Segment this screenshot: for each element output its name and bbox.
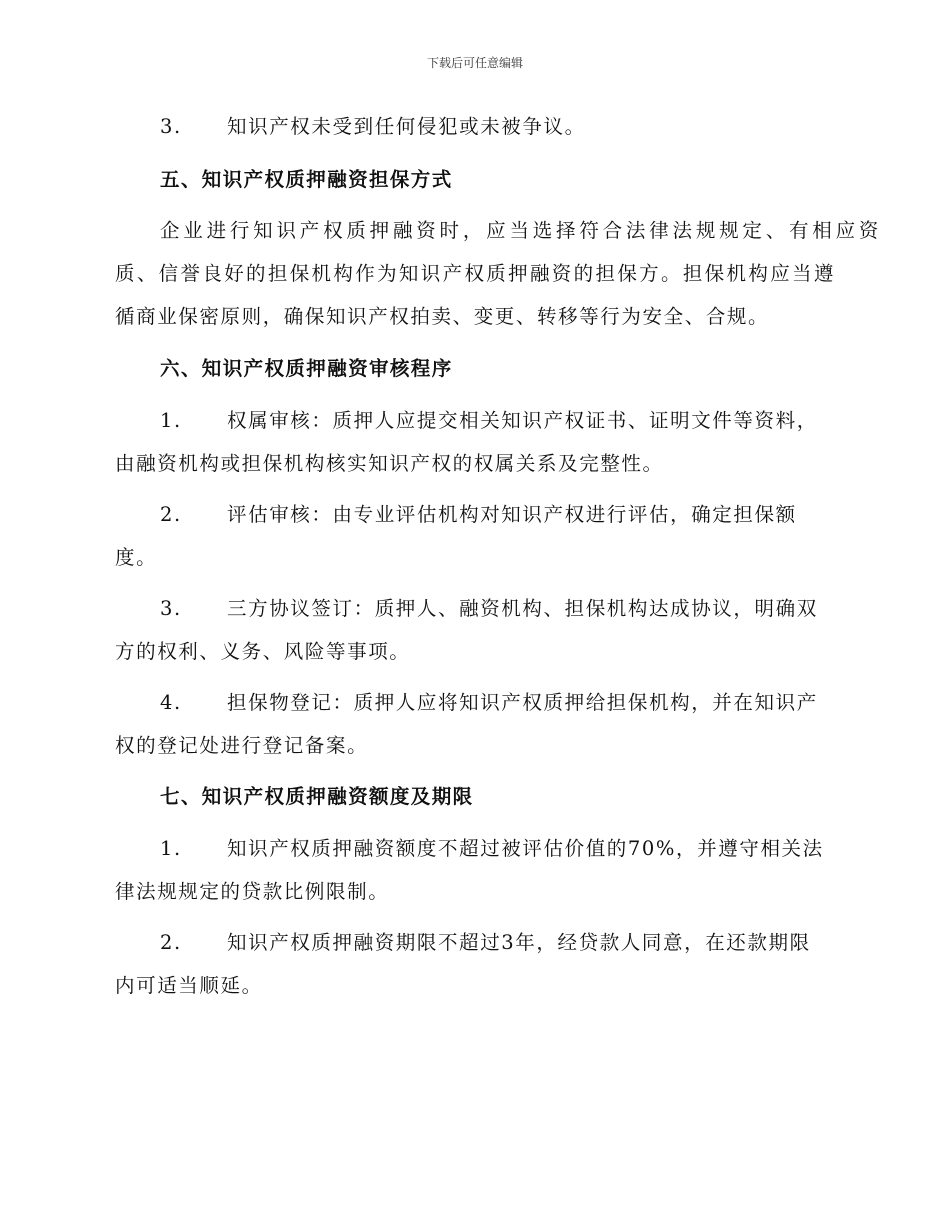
list-text-continued: 权的登记处进行登记备案。 (115, 734, 369, 757)
list-number: 2. (160, 503, 182, 526)
list-text: 三方协议签订：质押人、融资机构、担保机构达成协议，明确双 (227, 597, 818, 620)
paragraph-line: 循商业保密原则，确保知识产权拍卖、变更、转移等行为安全、合规。 (115, 305, 770, 328)
list-text: 知识产权未受到任何侵犯或未被争议。 (227, 115, 586, 138)
list-text-continued: 内可适当顺延。 (115, 974, 263, 997)
list-number: 1. (160, 837, 182, 860)
list-number: 3. (160, 597, 182, 620)
list-text: 知识产权质押融资额度不超过被评估价值的70%，并遵守相关法 (227, 837, 824, 860)
list-number: 4. (160, 691, 182, 714)
list-text-continued: 律法规规定的贷款比例限制。 (115, 880, 390, 903)
list-text: 权属审核：质押人应提交相关知识产权证书、证明文件等资料， (227, 409, 818, 432)
section-heading: 五、知识产权质押融资担保方式 (160, 168, 453, 191)
list-number: 2. (160, 931, 182, 954)
list-text-continued: 方的权利、义务、风险等事项。 (115, 640, 411, 663)
section-heading: 六、知识产权质押融资审核程序 (160, 357, 453, 380)
list-text-continued: 由融资机构或担保机构核实知识产权的权属关系及完整性。 (115, 452, 664, 475)
paragraph-line: 质、信誉良好的担保机构作为知识产权质押融资的担保方。担保机构应当遵 (115, 262, 835, 285)
list-text: 担保物登记：质押人应将知识产权质押给担保机构，并在知识产 (227, 691, 818, 714)
page-header: 下载后可任意编辑 (426, 56, 523, 70)
list-number: 1. (160, 409, 182, 432)
list-text-continued: 度。 (115, 546, 158, 569)
list-text: 知识产权质押融资期限不超过3年，经贷款人同意，在还款期限 (227, 931, 811, 954)
section-heading: 七、知识产权质押融资额度及期限 (160, 785, 474, 808)
paragraph-line: 企业进行知识产权质押融资时，应当选择符合法律法规规定、有相应资 (160, 219, 880, 242)
list-number: 3. (160, 115, 182, 138)
list-text: 评估审核：由专业评估机构对知识产权进行评估，确定担保额 (227, 503, 797, 526)
